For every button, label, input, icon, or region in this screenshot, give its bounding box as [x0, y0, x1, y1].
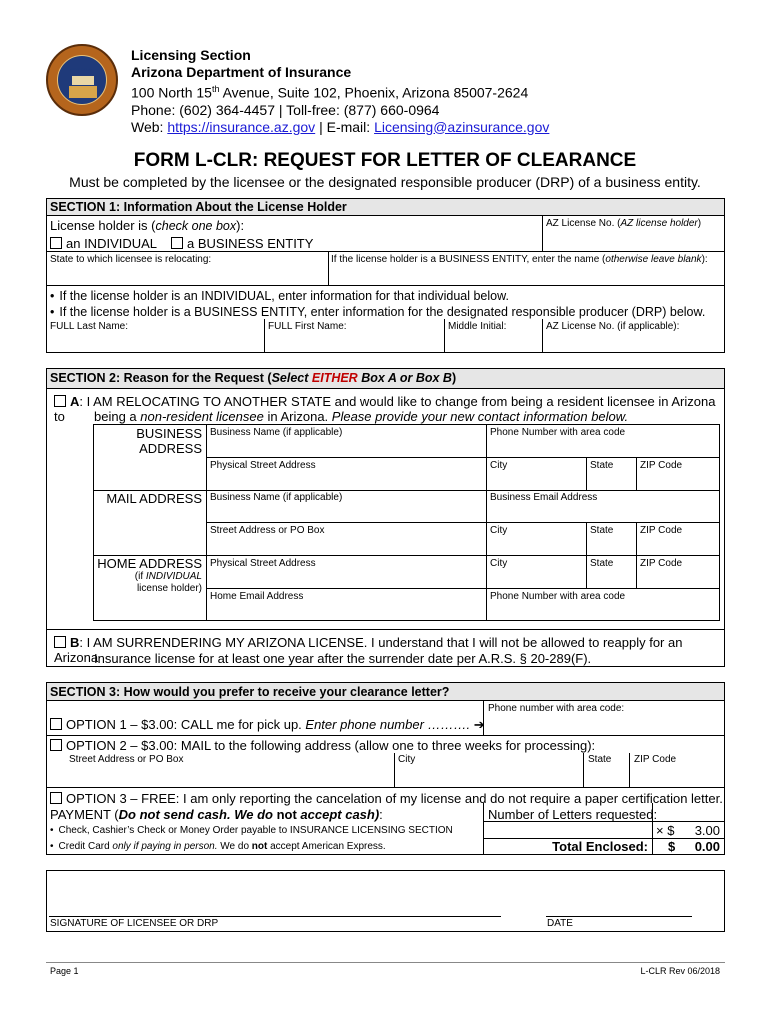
date-label: DATE: [547, 918, 573, 929]
az-license-label[interactable]: AZ License No. (AZ license holder): [546, 218, 702, 229]
pickup-phone-input[interactable]: Phone number with area code:: [488, 703, 625, 714]
header-block: [131, 47, 549, 136]
signature-line[interactable]: [49, 916, 501, 917]
option-a-checkbox[interactable]: [54, 395, 66, 407]
header-phone: Phone: (602) 364-4457 | Toll-free: (877) 660-0964: [131, 101, 440, 118]
mail-business-name-input[interactable]: Business Name (if applicable): [210, 492, 343, 503]
payment-label: PAYMENT (Do not send cash. We do not accept cash):: [50, 807, 383, 822]
total-dollar-sign: $: [668, 839, 676, 854]
form-revision: L-CLR Rev 06/2018: [640, 966, 720, 976]
home-zip-input[interactable]: ZIP Code: [640, 558, 683, 569]
section-2-title: SECTION 2: Reason for the Request (Select EITHER Box A or Box B): [50, 371, 457, 385]
option-a-row[interactable]: A: I AM RELOCATING TO ANOTHER STATE and would like to change from being a resident licensee in Arizona to: [54, 394, 716, 424]
mail-street-option-input[interactable]: Street Address or PO Box: [69, 754, 184, 765]
option-a-text-line2: being a non-resident licensee in Arizona. Please provide your new contact information below.: [94, 409, 629, 424]
business-email-input[interactable]: Business Email Address: [490, 492, 598, 503]
form-title: FORM L-CLR: REQUEST FOR LETTER OF CLEARANCE: [133, 150, 637, 171]
last-name-field[interactable]: FULL Last Name:: [50, 321, 128, 332]
total-label: Total Enclosed:: [552, 839, 648, 854]
home-city-input[interactable]: City: [490, 558, 508, 569]
home-address-note-2: license holder): [136, 583, 202, 594]
header-section: Licensing Section: [131, 47, 251, 63]
option-3-checkbox[interactable]: [50, 792, 62, 804]
instruction-business: • If the license holder is a BUSINESS ENTITY, enter information for the designated responsible producer (DRP) below.: [50, 305, 705, 319]
business-checkbox[interactable]: [171, 237, 183, 249]
business-city-input[interactable]: City: [490, 460, 508, 471]
signature-box: [46, 870, 725, 932]
option-2-checkbox[interactable]: [50, 739, 62, 751]
first-name-field[interactable]: FULL First Name:: [268, 321, 347, 332]
mail-city-option-input[interactable]: City: [398, 754, 416, 765]
option-b-checkbox[interactable]: [54, 636, 66, 648]
option-3-row[interactable]: OPTION 3 – FREE: I am only reporting the cancelation of my license and do not require a paper certification letter.: [50, 791, 723, 806]
business-zip-input[interactable]: ZIP Code: [640, 460, 683, 471]
home-phone-input[interactable]: Phone Number with area code: [490, 591, 626, 602]
header-address: 100 North 15th Avenue, Suite 102, Phoenix, Arizona 85007-2624: [131, 84, 529, 101]
mail-zip-input[interactable]: ZIP Code: [640, 525, 683, 536]
total-amount: 0.00: [694, 839, 720, 854]
arizona-seal-logo: [46, 44, 118, 116]
mail-city-input[interactable]: City: [490, 525, 508, 536]
holder-business-option[interactable]: a BUSINESS ENTITY: [171, 236, 313, 251]
section-2: [46, 368, 725, 667]
option-b-row[interactable]: B: I AM SURRENDERING MY ARIZONA LICENSE. I understand that I will not be allowed to reapply for an Arizona: [54, 635, 683, 665]
form-subtitle: Must be completed by the licensee or the designated responsible producer (DRP) of a business entity.: [69, 174, 701, 190]
business-address-label: BUSINESS: [136, 426, 202, 441]
section-1: [46, 198, 725, 353]
home-address-label: HOME ADDRESS: [97, 556, 202, 571]
option-1-checkbox[interactable]: [50, 718, 62, 730]
option-1-row[interactable]: OPTION 1 – $3.00: CALL me for pick up. Enter phone number ………. ➔: [50, 717, 485, 733]
payment-method-card: • Credit Card only if paying in person. We do not accept American Express.: [50, 841, 386, 852]
date-line[interactable]: [546, 916, 692, 917]
mail-state-input[interactable]: State: [590, 525, 614, 536]
mail-address-label: MAIL ADDRESS: [106, 491, 202, 506]
mail-zip-option-input[interactable]: ZIP Code: [634, 754, 677, 765]
home-street-input[interactable]: Physical Street Address: [210, 558, 316, 569]
website-link[interactable]: https://insurance.az.gov: [167, 118, 316, 135]
mail-state-option-input[interactable]: State: [588, 754, 612, 765]
business-street-input[interactable]: Physical Street Address: [210, 460, 316, 471]
individual-checkbox[interactable]: [50, 237, 62, 249]
payment-method-check: • Check, Cashier’s Check or Money Order payable to INSURANCE LICENSING SECTION: [50, 825, 453, 836]
price-multiplier: × $: [656, 823, 675, 838]
home-address-note: (if INDIVIDUAL: [134, 571, 202, 582]
unit-price: 3.00: [694, 823, 720, 838]
home-email-input[interactable]: Home Email Address: [210, 591, 304, 602]
page-number: Page 1: [50, 966, 79, 976]
mail-street-input[interactable]: Street Address or PO Box: [210, 525, 325, 536]
header-department: Arizona Department of Insurance: [131, 64, 352, 80]
option-2-row[interactable]: OPTION 2 – $3.00: MAIL to the following address (allow one to three weeks for processing):: [50, 738, 595, 753]
option-b-text-line2: Insurance license for at least one year after the surrender date per A.R.S. § 20-289(F).: [94, 651, 592, 666]
business-address-label-2: ADDRESS: [139, 441, 202, 456]
relocating-state-field[interactable]: State to which licensee is relocating:: [50, 254, 212, 265]
section-3-title: SECTION 3: How would you prefer to receive your clearance letter?: [50, 685, 450, 699]
instruction-individual: • If the license holder is an INDIVIDUAL, enter information for that individual below.: [50, 289, 509, 303]
holder-individual-option[interactable]: an INDIVIDUAL: [50, 236, 157, 251]
business-state-input[interactable]: State: [590, 460, 614, 471]
business-name-input[interactable]: Business Name (if applicable): [210, 427, 343, 438]
holder-label: License holder is (check one box):: [50, 218, 245, 233]
seal-motto: STAT DEUS: [70, 67, 93, 72]
header-web: Web: https://insurance.az.gov | E-mail: Licensing@azinsurance.gov: [131, 118, 550, 135]
letters-count-label: Number of Letters requested:: [488, 807, 658, 822]
signature-label: SIGNATURE OF LICENSEE OR DRP: [50, 918, 219, 929]
az-license-field[interactable]: AZ License No. (if applicable):: [546, 321, 680, 332]
email-link[interactable]: Licensing@azinsurance.gov: [374, 118, 550, 135]
middle-initial-field[interactable]: Middle Initial:: [448, 321, 507, 332]
section-1-title: SECTION 1: Information About the License Holder: [50, 200, 347, 214]
section-3: [46, 682, 725, 855]
business-phone-input[interactable]: Phone Number with area code: [490, 427, 626, 438]
business-name-field[interactable]: If the license holder is a BUSINESS ENTITY, enter the name (otherwise leave blank):: [331, 254, 708, 265]
home-state-input[interactable]: State: [590, 558, 614, 569]
contact-address-grid: [93, 424, 720, 621]
arrow-right-icon: ➔: [473, 717, 485, 732]
